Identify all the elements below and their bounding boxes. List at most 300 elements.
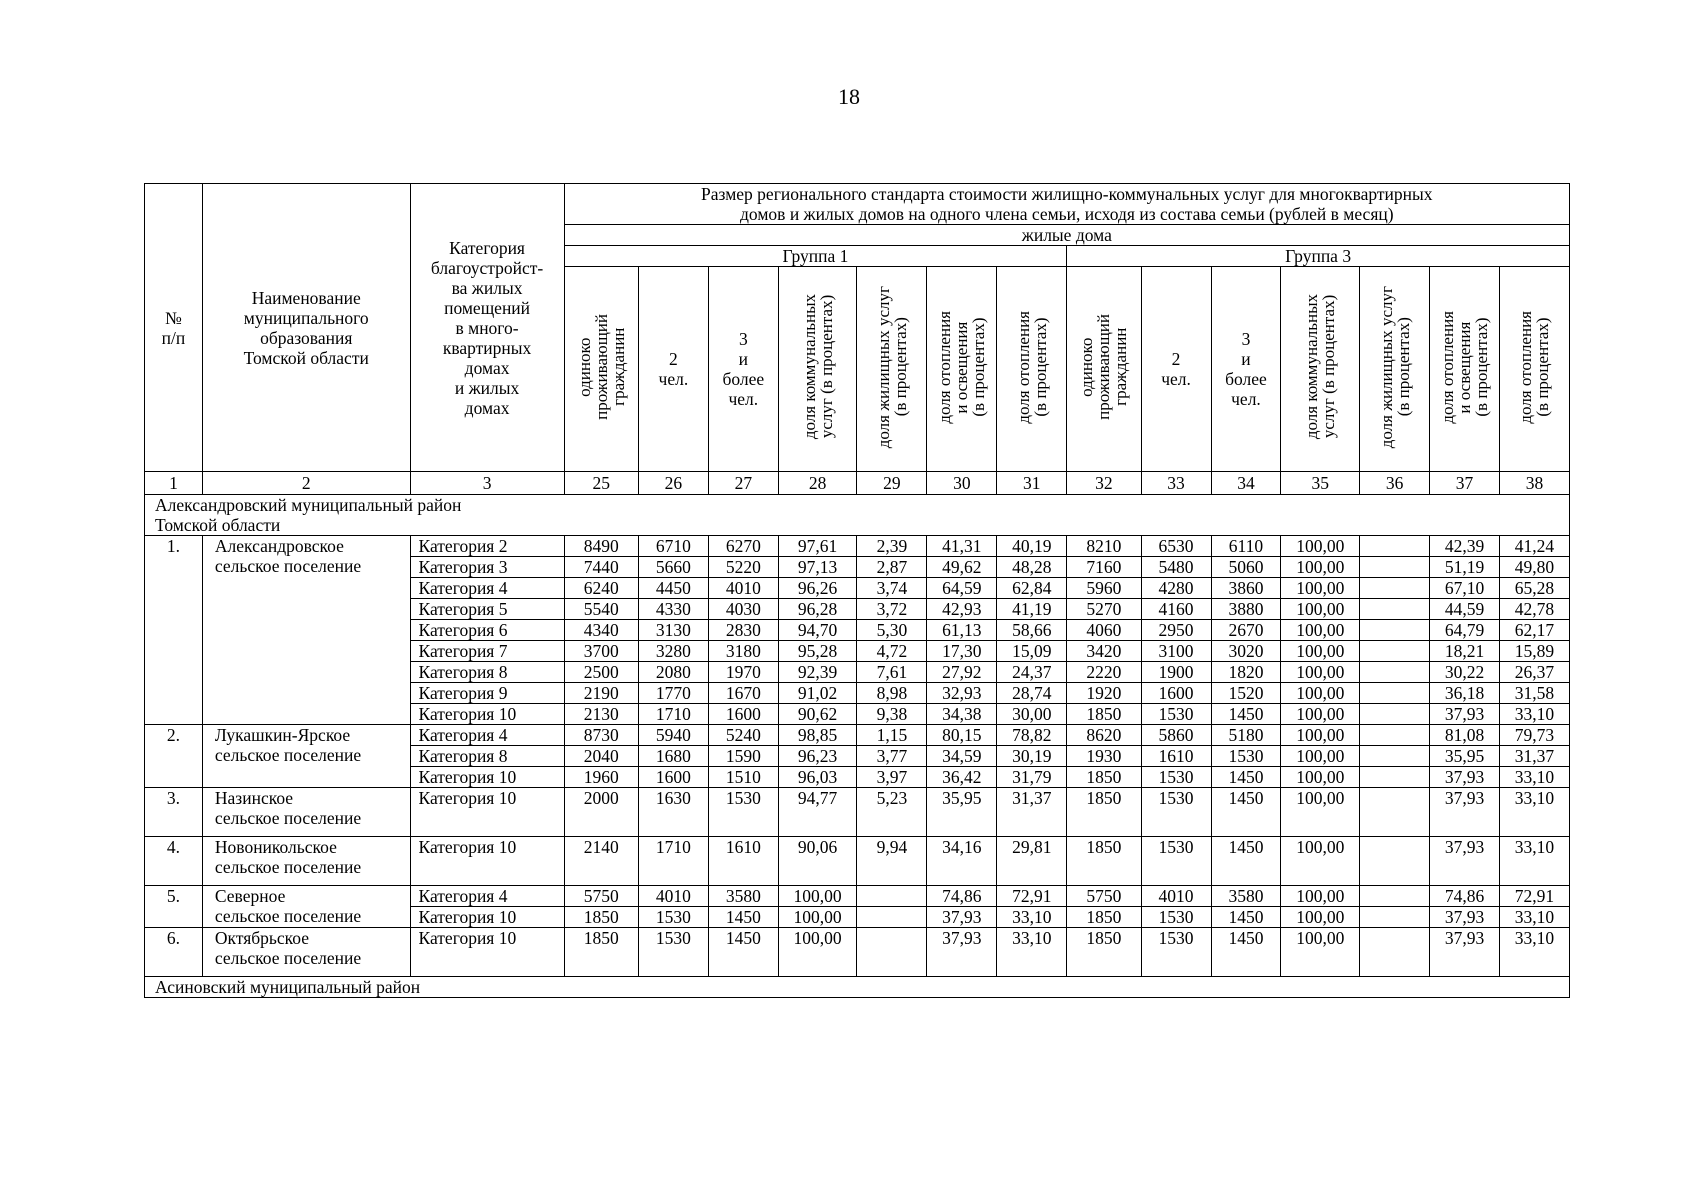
value-cell: 72,91 bbox=[1499, 886, 1569, 907]
value-cell: 49,62 bbox=[927, 557, 997, 578]
header-municipality: Наименование муниципального образования Томской области bbox=[202, 184, 410, 472]
value-cell: 9,38 bbox=[857, 704, 927, 725]
value-cell: 4010 bbox=[638, 886, 708, 907]
entry-number: 3. bbox=[145, 788, 203, 837]
value-cell: 33,10 bbox=[1499, 837, 1569, 886]
value-cell: 79,73 bbox=[1499, 725, 1569, 746]
value-cell: 37,93 bbox=[1430, 837, 1500, 886]
value-cell: 2130 bbox=[564, 704, 638, 725]
header-subcolumn-g2-5 bbox=[1360, 267, 1430, 472]
value-cell: 27,92 bbox=[927, 662, 997, 683]
value-cell: 5860 bbox=[1141, 725, 1211, 746]
value-cell: 1960 bbox=[564, 767, 638, 788]
column-number-cell: 38 bbox=[1499, 472, 1569, 495]
category-cell: Категория 10 bbox=[410, 928, 564, 977]
header-subcolumn-label: доля отопления и освещения (в процентах) bbox=[1438, 310, 1492, 424]
header-subcolumn-label: одиноко проживающий гражданин bbox=[1077, 314, 1131, 420]
value-cell: 1450 bbox=[1211, 907, 1281, 928]
table-body bbox=[145, 495, 1570, 998]
value-cell: 3100 bbox=[1141, 641, 1211, 662]
value-cell: 1,15 bbox=[857, 725, 927, 746]
value-cell bbox=[1360, 928, 1430, 977]
value-cell: 15,89 bbox=[1499, 641, 1569, 662]
header-subcolumn-label: доля коммунальных услуг (в процентах) bbox=[1302, 294, 1339, 440]
value-cell: 4060 bbox=[1067, 620, 1141, 641]
column-number-cell: 28 bbox=[778, 472, 857, 495]
value-cell: 1600 bbox=[708, 704, 778, 725]
value-cell: 1450 bbox=[1211, 788, 1281, 837]
column-number-cell: 33 bbox=[1141, 472, 1211, 495]
value-cell: 1850 bbox=[1067, 788, 1141, 837]
header-houses-caption: жилые дома bbox=[564, 225, 1569, 246]
value-cell: 78,82 bbox=[997, 725, 1067, 746]
value-cell: 31,58 bbox=[1499, 683, 1569, 704]
value-cell: 35,95 bbox=[927, 788, 997, 837]
header-subcolumn-label: 3 и более чел. bbox=[722, 329, 765, 409]
value-cell bbox=[1360, 536, 1430, 557]
value-cell: 1850 bbox=[1067, 704, 1141, 725]
value-cell: 1450 bbox=[1211, 767, 1281, 788]
value-cell bbox=[857, 886, 927, 907]
header-subcolumn-g2-4 bbox=[1281, 267, 1360, 472]
value-cell bbox=[857, 907, 927, 928]
value-cell: 1850 bbox=[1067, 767, 1141, 788]
value-cell bbox=[1360, 886, 1430, 907]
value-cell: 100,00 bbox=[1281, 599, 1360, 620]
value-cell: 4280 bbox=[1141, 578, 1211, 599]
value-cell: 2000 bbox=[564, 788, 638, 837]
value-cell: 31,79 bbox=[997, 767, 1067, 788]
value-cell: 1630 bbox=[638, 788, 708, 837]
value-cell: 97,13 bbox=[778, 557, 857, 578]
header-subcolumn-g2-2 bbox=[1141, 267, 1211, 472]
header-subcolumn-g1-5 bbox=[857, 267, 927, 472]
value-cell: 1710 bbox=[638, 704, 708, 725]
category-cell: Категория 4 bbox=[410, 886, 564, 907]
value-cell: 30,00 bbox=[997, 704, 1067, 725]
municipality-name: Александровское сельское поселение bbox=[202, 536, 410, 725]
value-cell: 100,00 bbox=[1281, 662, 1360, 683]
value-cell: 4010 bbox=[1141, 886, 1211, 907]
value-cell: 100,00 bbox=[1281, 788, 1360, 837]
value-cell: 1600 bbox=[638, 767, 708, 788]
value-cell: 1530 bbox=[708, 788, 778, 837]
value-cell bbox=[1360, 788, 1430, 837]
column-number-cell: 29 bbox=[857, 472, 927, 495]
value-cell: 8490 bbox=[564, 536, 638, 557]
value-cell: 7160 bbox=[1067, 557, 1141, 578]
value-cell: 92,39 bbox=[778, 662, 857, 683]
value-cell: 1900 bbox=[1141, 662, 1211, 683]
header-subcolumn-label: доля жилищных услуг (в процентах) bbox=[1376, 285, 1413, 449]
value-cell: 37,93 bbox=[1430, 767, 1500, 788]
value-cell: 96,23 bbox=[778, 746, 857, 767]
value-cell: 2950 bbox=[1141, 620, 1211, 641]
value-cell: 2,39 bbox=[857, 536, 927, 557]
municipality-name: Назинское сельское поселение bbox=[202, 788, 410, 837]
value-cell: 96,26 bbox=[778, 578, 857, 599]
value-cell: 6240 bbox=[564, 578, 638, 599]
value-cell: 64,79 bbox=[1430, 620, 1500, 641]
column-number-cell: 25 bbox=[564, 472, 638, 495]
header-subcolumn-g2-7 bbox=[1499, 267, 1569, 472]
value-cell: 3020 bbox=[1211, 641, 1281, 662]
value-cell: 100,00 bbox=[778, 886, 857, 907]
value-cell: 1450 bbox=[1211, 704, 1281, 725]
value-cell: 41,19 bbox=[997, 599, 1067, 620]
value-cell: 5,23 bbox=[857, 788, 927, 837]
value-cell: 100,00 bbox=[1281, 620, 1360, 641]
value-cell: 33,10 bbox=[1499, 704, 1569, 725]
value-cell: 6110 bbox=[1211, 536, 1281, 557]
value-cell: 3860 bbox=[1211, 578, 1281, 599]
value-cell: 4010 bbox=[708, 578, 778, 599]
value-cell: 35,95 bbox=[1430, 746, 1500, 767]
value-cell: 100,00 bbox=[1281, 683, 1360, 704]
value-cell: 3,97 bbox=[857, 767, 927, 788]
value-cell: 1710 bbox=[638, 837, 708, 886]
category-cell: Категория 7 bbox=[410, 641, 564, 662]
municipality-name: Новоникольское сельское поселение bbox=[202, 837, 410, 886]
value-cell: 5940 bbox=[638, 725, 708, 746]
column-number-cell: 1 bbox=[145, 472, 203, 495]
value-cell: 1610 bbox=[708, 837, 778, 886]
value-cell: 18,21 bbox=[1430, 641, 1500, 662]
value-cell: 100,00 bbox=[1281, 704, 1360, 725]
category-cell: Категория 10 bbox=[410, 788, 564, 837]
value-cell: 98,85 bbox=[778, 725, 857, 746]
value-cell: 4,72 bbox=[857, 641, 927, 662]
table-row bbox=[145, 928, 1570, 977]
value-cell: 100,00 bbox=[1281, 928, 1360, 977]
category-cell: Категория 4 bbox=[410, 578, 564, 599]
value-cell: 1510 bbox=[708, 767, 778, 788]
value-cell bbox=[1360, 599, 1430, 620]
value-cell: 1970 bbox=[708, 662, 778, 683]
page-number: 18 bbox=[838, 84, 860, 109]
table-row bbox=[145, 725, 1570, 746]
value-cell: 42,78 bbox=[1499, 599, 1569, 620]
value-cell bbox=[1360, 767, 1430, 788]
value-cell: 3880 bbox=[1211, 599, 1281, 620]
value-cell: 2190 bbox=[564, 683, 638, 704]
value-cell: 90,06 bbox=[778, 837, 857, 886]
housing-cost-standard-table bbox=[144, 183, 1570, 998]
value-cell: 26,37 bbox=[1499, 662, 1569, 683]
header-subcolumn-label: 2 чел. bbox=[1161, 349, 1191, 389]
header-top-caption: Размер регионального стандарта стоимости жилищно-коммунальных услуг для многоквартирных домов и жилых домов на одного члена семьи, исходя из состава семьи (рублей в месяц) bbox=[564, 184, 1569, 225]
region-row bbox=[145, 977, 1570, 998]
value-cell: 37,93 bbox=[1430, 704, 1500, 725]
column-number-cell: 35 bbox=[1281, 472, 1360, 495]
value-cell: 40,19 bbox=[997, 536, 1067, 557]
value-cell: 3,72 bbox=[857, 599, 927, 620]
category-cell: Категория 9 bbox=[410, 683, 564, 704]
value-cell bbox=[857, 928, 927, 977]
value-cell: 34,59 bbox=[927, 746, 997, 767]
value-cell: 100,00 bbox=[1281, 746, 1360, 767]
value-cell bbox=[1360, 725, 1430, 746]
value-cell: 61,13 bbox=[927, 620, 997, 641]
value-cell: 3130 bbox=[638, 620, 708, 641]
header-subcolumn-g1-6 bbox=[927, 267, 997, 472]
value-cell: 5480 bbox=[1141, 557, 1211, 578]
value-cell: 5180 bbox=[1211, 725, 1281, 746]
value-cell: 72,91 bbox=[997, 886, 1067, 907]
value-cell: 64,59 bbox=[927, 578, 997, 599]
value-cell: 15,09 bbox=[997, 641, 1067, 662]
value-cell: 4030 bbox=[708, 599, 778, 620]
value-cell: 8730 bbox=[564, 725, 638, 746]
value-cell: 74,86 bbox=[927, 886, 997, 907]
header-category: Категория благоустройст- ва жилых помещений в много- квартирных домах и жилых домах bbox=[410, 184, 564, 472]
value-cell: 3420 bbox=[1067, 641, 1141, 662]
value-cell bbox=[1360, 704, 1430, 725]
header-subcolumn-g1-7 bbox=[997, 267, 1067, 472]
value-cell: 30,22 bbox=[1430, 662, 1500, 683]
category-cell: Категория 10 bbox=[410, 837, 564, 886]
value-cell: 33,10 bbox=[1499, 928, 1569, 977]
header-subcolumn-g1-4 bbox=[778, 267, 857, 472]
header-subcolumn-label: 2 чел. bbox=[658, 349, 689, 389]
region-row bbox=[145, 495, 1570, 536]
value-cell: 1530 bbox=[1141, 928, 1211, 977]
value-cell: 62,17 bbox=[1499, 620, 1569, 641]
table-row bbox=[145, 788, 1570, 837]
value-cell: 1530 bbox=[1211, 746, 1281, 767]
category-cell: Категория 2 bbox=[410, 536, 564, 557]
column-number-cell: 27 bbox=[708, 472, 778, 495]
value-cell: 1450 bbox=[708, 907, 778, 928]
value-cell: 1530 bbox=[638, 907, 708, 928]
value-cell: 48,28 bbox=[997, 557, 1067, 578]
column-number-cell: 31 bbox=[997, 472, 1067, 495]
category-cell: Категория 8 bbox=[410, 746, 564, 767]
value-cell: 100,00 bbox=[1281, 725, 1360, 746]
header-column-numbers bbox=[145, 472, 1570, 495]
value-cell bbox=[1360, 746, 1430, 767]
column-number-cell: 36 bbox=[1360, 472, 1430, 495]
value-cell: 3280 bbox=[638, 641, 708, 662]
value-cell: 31,37 bbox=[997, 788, 1067, 837]
header-subcolumn-label: доля отопления (в процентах) bbox=[1516, 310, 1553, 424]
value-cell: 8,98 bbox=[857, 683, 927, 704]
value-cell: 1530 bbox=[1141, 837, 1211, 886]
value-cell: 37,93 bbox=[927, 907, 997, 928]
table-row bbox=[145, 886, 1570, 907]
value-cell bbox=[1360, 620, 1430, 641]
value-cell: 5270 bbox=[1067, 599, 1141, 620]
table-row bbox=[145, 837, 1570, 886]
header-subcolumn-label: 3 и более чел. bbox=[1225, 329, 1267, 409]
value-cell: 91,02 bbox=[778, 683, 857, 704]
header-subcolumn-label: доля отопления (в процентах) bbox=[1013, 310, 1050, 424]
value-cell: 58,66 bbox=[997, 620, 1067, 641]
value-cell: 1610 bbox=[1141, 746, 1211, 767]
value-cell bbox=[1360, 662, 1430, 683]
value-cell: 1920 bbox=[1067, 683, 1141, 704]
value-cell: 1850 bbox=[1067, 907, 1141, 928]
municipality-name: Октябрьское сельское поселение bbox=[202, 928, 410, 977]
value-cell: 5,30 bbox=[857, 620, 927, 641]
value-cell: 80,15 bbox=[927, 725, 997, 746]
value-cell: 81,08 bbox=[1430, 725, 1500, 746]
value-cell: 100,00 bbox=[1281, 557, 1360, 578]
header-subcolumn-g1-2 bbox=[638, 267, 708, 472]
value-cell: 1530 bbox=[1141, 788, 1211, 837]
value-cell: 100,00 bbox=[1281, 767, 1360, 788]
value-cell: 41,24 bbox=[1499, 536, 1569, 557]
value-cell: 5960 bbox=[1067, 578, 1141, 599]
column-number-cell: 30 bbox=[927, 472, 997, 495]
header-subcolumn-label: одиноко проживающий гражданин bbox=[574, 314, 628, 420]
value-cell: 1530 bbox=[638, 928, 708, 977]
column-number-cell: 37 bbox=[1430, 472, 1500, 495]
table-row bbox=[145, 536, 1570, 557]
value-cell: 29,81 bbox=[997, 837, 1067, 886]
value-cell: 5750 bbox=[1067, 886, 1141, 907]
category-cell: Категория 5 bbox=[410, 599, 564, 620]
header-subcolumn-g2-3 bbox=[1211, 267, 1281, 472]
value-cell: 5660 bbox=[638, 557, 708, 578]
value-cell bbox=[1360, 907, 1430, 928]
region-name: Асиновский муниципальный район bbox=[145, 977, 1570, 998]
value-cell: 33,10 bbox=[1499, 767, 1569, 788]
value-cell: 1530 bbox=[1141, 704, 1211, 725]
category-cell: Категория 8 bbox=[410, 662, 564, 683]
value-cell: 100,00 bbox=[1281, 837, 1360, 886]
value-cell: 1680 bbox=[638, 746, 708, 767]
value-cell: 42,93 bbox=[927, 599, 997, 620]
value-cell: 1600 bbox=[1141, 683, 1211, 704]
value-cell: 28,74 bbox=[997, 683, 1067, 704]
value-cell: 44,59 bbox=[1430, 599, 1500, 620]
value-cell: 6530 bbox=[1141, 536, 1211, 557]
value-cell: 51,19 bbox=[1430, 557, 1500, 578]
column-number-cell: 34 bbox=[1211, 472, 1281, 495]
column-number-cell: 2 bbox=[202, 472, 410, 495]
value-cell: 4340 bbox=[564, 620, 638, 641]
column-number-cell: 26 bbox=[638, 472, 708, 495]
value-cell: 33,10 bbox=[1499, 788, 1569, 837]
value-cell: 1450 bbox=[1211, 837, 1281, 886]
value-cell: 3580 bbox=[1211, 886, 1281, 907]
value-cell: 37,93 bbox=[1430, 928, 1500, 977]
value-cell: 1590 bbox=[708, 746, 778, 767]
value-cell: 100,00 bbox=[1281, 886, 1360, 907]
header-subcolumn-g2-1 bbox=[1067, 267, 1141, 472]
value-cell: 3700 bbox=[564, 641, 638, 662]
value-cell: 2220 bbox=[1067, 662, 1141, 683]
value-cell: 37,93 bbox=[927, 928, 997, 977]
category-cell: Категория 3 bbox=[410, 557, 564, 578]
value-cell: 33,10 bbox=[997, 928, 1067, 977]
value-cell: 100,00 bbox=[1281, 907, 1360, 928]
value-cell: 36,42 bbox=[927, 767, 997, 788]
header-subcolumn-label: доля коммунальных услуг (в процентах) bbox=[799, 294, 836, 440]
value-cell: 2,87 bbox=[857, 557, 927, 578]
category-cell: Категория 6 bbox=[410, 620, 564, 641]
value-cell: 8620 bbox=[1067, 725, 1141, 746]
value-cell: 2040 bbox=[564, 746, 638, 767]
value-cell: 1450 bbox=[708, 928, 778, 977]
value-cell: 1450 bbox=[1211, 928, 1281, 977]
value-cell: 67,10 bbox=[1430, 578, 1500, 599]
value-cell: 1930 bbox=[1067, 746, 1141, 767]
value-cell: 3,77 bbox=[857, 746, 927, 767]
value-cell: 34,16 bbox=[927, 837, 997, 886]
value-cell: 3,74 bbox=[857, 578, 927, 599]
value-cell: 17,30 bbox=[927, 641, 997, 662]
value-cell: 32,93 bbox=[927, 683, 997, 704]
value-cell: 90,62 bbox=[778, 704, 857, 725]
value-cell: 5060 bbox=[1211, 557, 1281, 578]
value-cell: 65,28 bbox=[1499, 578, 1569, 599]
value-cell: 4330 bbox=[638, 599, 708, 620]
value-cell: 100,00 bbox=[1281, 536, 1360, 557]
value-cell: 1530 bbox=[1141, 767, 1211, 788]
value-cell: 1520 bbox=[1211, 683, 1281, 704]
value-cell: 49,80 bbox=[1499, 557, 1569, 578]
value-cell: 1850 bbox=[1067, 928, 1141, 977]
header-no: № п/п bbox=[145, 184, 203, 472]
value-cell: 34,38 bbox=[927, 704, 997, 725]
value-cell: 5750 bbox=[564, 886, 638, 907]
entry-number: 1. bbox=[145, 536, 203, 725]
value-cell: 30,19 bbox=[997, 746, 1067, 767]
value-cell: 31,37 bbox=[1499, 746, 1569, 767]
value-cell: 37,93 bbox=[1430, 788, 1500, 837]
value-cell: 6710 bbox=[638, 536, 708, 557]
value-cell bbox=[1360, 557, 1430, 578]
value-cell: 7440 bbox=[564, 557, 638, 578]
value-cell: 94,77 bbox=[778, 788, 857, 837]
value-cell: 5240 bbox=[708, 725, 778, 746]
value-cell: 8210 bbox=[1067, 536, 1141, 557]
value-cell: 97,61 bbox=[778, 536, 857, 557]
value-cell: 100,00 bbox=[1281, 641, 1360, 662]
value-cell: 33,10 bbox=[997, 907, 1067, 928]
header-subcolumn-g2-6 bbox=[1430, 267, 1500, 472]
value-cell: 1850 bbox=[564, 907, 638, 928]
value-cell: 24,37 bbox=[997, 662, 1067, 683]
header-group-3: Группа 3 bbox=[1067, 246, 1570, 267]
header-subcolumn-label: доля жилищных услуг (в процентах) bbox=[873, 285, 910, 449]
value-cell: 1530 bbox=[1141, 907, 1211, 928]
value-cell: 2140 bbox=[564, 837, 638, 886]
category-cell: Категория 10 bbox=[410, 907, 564, 928]
entry-number: 5. bbox=[145, 886, 203, 928]
value-cell: 3580 bbox=[708, 886, 778, 907]
value-cell: 5220 bbox=[708, 557, 778, 578]
entry-number: 6. bbox=[145, 928, 203, 977]
value-cell: 1850 bbox=[1067, 837, 1141, 886]
entry-number: 2. bbox=[145, 725, 203, 788]
value-cell: 2500 bbox=[564, 662, 638, 683]
value-cell: 2080 bbox=[638, 662, 708, 683]
category-cell: Категория 4 bbox=[410, 725, 564, 746]
value-cell: 100,00 bbox=[1281, 578, 1360, 599]
value-cell: 6270 bbox=[708, 536, 778, 557]
value-cell: 42,39 bbox=[1430, 536, 1500, 557]
category-cell: Категория 10 bbox=[410, 704, 564, 725]
value-cell: 1670 bbox=[708, 683, 778, 704]
table-header bbox=[145, 184, 1570, 495]
value-cell: 62,84 bbox=[997, 578, 1067, 599]
value-cell: 2830 bbox=[708, 620, 778, 641]
value-cell: 95,28 bbox=[778, 641, 857, 662]
value-cell: 2670 bbox=[1211, 620, 1281, 641]
